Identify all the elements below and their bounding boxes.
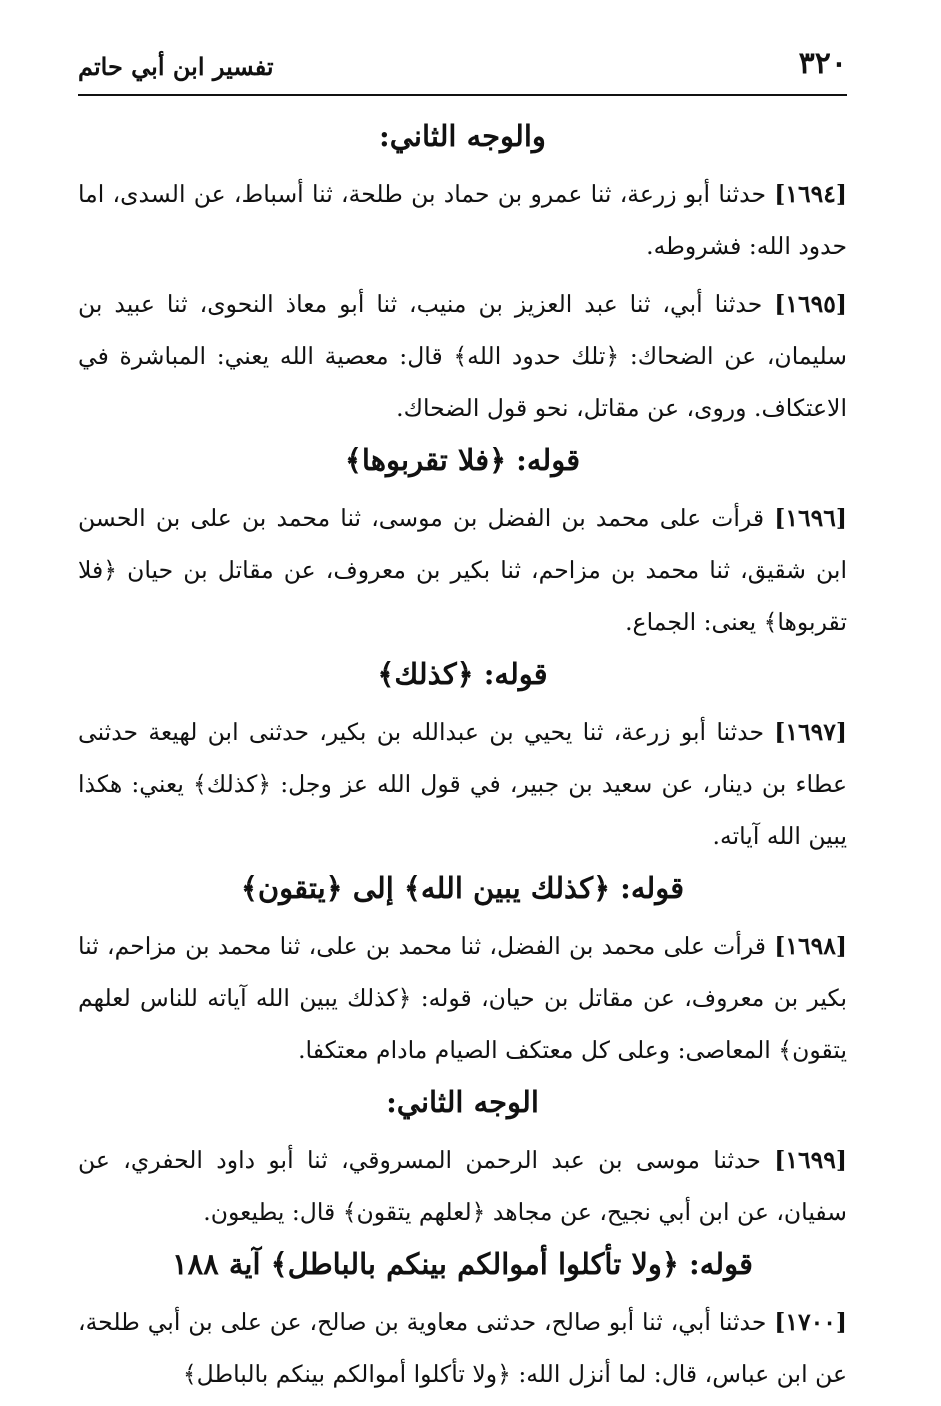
hadith-paragraph: [78, 920, 847, 1076]
hadith-text: قرأت على محمد بن الفضل بن موسى، ثنا محمد بن على بن الحسن ابن شقيق، ثنا محمد بن مزاحم، ثنا بكير بن معروف، عن مقاتل بن حيان ﴿فلا تقربوها﴾ يعنى: الجماع.: [78, 504, 847, 636]
book-title: تفسير ابن أبي حاتم: [78, 52, 274, 81]
hadith-text: حدثنا موسى بن عبد الرحمن المسروقي، ثنا أبو داود الحفري، عن سفيان، عن ابن أبي نجيح، عن مجاهد ﴿لعلهم يتقون﴾ قال: يطيعون.: [78, 1146, 847, 1226]
hadith-text: قرأت على محمد بن الفضل، ثنا محمد بن على، ثنا محمد بن مزاحم، ثنا بكير بن معروف، عن مقاتل بن حيان، قوله: ﴿كذلك يبين الله آياته للناس لعلهم يتقون﴾ المعاصى: وعلى كل معتكف الصيام مادام معتكفا.: [78, 932, 847, 1064]
hadith-paragraph: [78, 492, 847, 648]
hadith-number: [١٦٩٨]: [774, 932, 847, 960]
hadith-text: حدثنا أبو زرعة، ثنا عمرو بن حماد بن طلحة، ثنا أسباط، عن السدى، اما حدود الله: فشروطه.: [78, 180, 847, 260]
hadith-number: [١٦٩٧]: [774, 718, 847, 746]
section-heading: قوله: ﴿ولا تأكلوا أموالكم بينكم بالباطل﴾ آية ١٨٨: [172, 1247, 753, 1281]
hadith-number: [١٦٩٩]: [774, 1146, 847, 1174]
hadith-paragraph: [78, 706, 847, 862]
section-heading: الوجه الثاني:: [386, 1085, 539, 1119]
section-heading: قوله: ﴿فلا تقربوها﴾: [344, 443, 581, 477]
hadith-paragraph: [78, 1134, 847, 1238]
page-number: ٣٢٠: [798, 46, 847, 81]
hadith-number: [١٧٠٠]: [774, 1308, 847, 1336]
section-heading: والوجه الثاني:: [379, 119, 546, 153]
hadith-number: [١٦٩٥]: [774, 290, 847, 318]
page-body: [78, 110, 847, 1406]
hadith-text: حدثنا أبي، ثنا أبو صالح، حدثنى معاوية بن صالح، عن على بن أبي طلحة، عن ابن عباس، قال: لما أنزل الله: ﴿ولا تأكلوا أموالكم بينكم بالباطل﴾: [78, 1308, 847, 1388]
hadith-text: حدثنا أبي، ثنا عبد العزيز بن منيب، ثنا أبو معاذ النحوى، ثنا عبيد بن سليمان، عن الضحاك: ﴿تلك حدود الله﴾ قال: معصية الله يعني: المباشرة في الاعتكاف. وروى، عن مقاتل، نحو قول الضحاك.: [78, 290, 847, 422]
hadith-paragraph: [78, 1296, 847, 1400]
hadith-paragraph: [78, 278, 847, 434]
hadith-paragraph: [78, 168, 847, 272]
hadith-number: [١٦٩٦]: [774, 504, 847, 532]
hadith-number: [١٦٩٤]: [774, 180, 847, 208]
section-heading: قوله: ﴿كذلك﴾: [377, 657, 548, 691]
page-header: [78, 44, 847, 96]
hadith-text: حدثنا أبو زرعة، ثنا يحيي بن عبدالله بن بكير، حدثنى ابن لهيعة حدثنى عطاء بن دينار، عن سعيد بن جبير، في قول الله عز وجل: ﴿كذلك﴾ يعني: هكذا يبين الله آياته.: [78, 718, 847, 850]
section-heading: قوله: ﴿كذلك يبين الله﴾ إلى ﴿يتقون﴾: [240, 871, 685, 905]
